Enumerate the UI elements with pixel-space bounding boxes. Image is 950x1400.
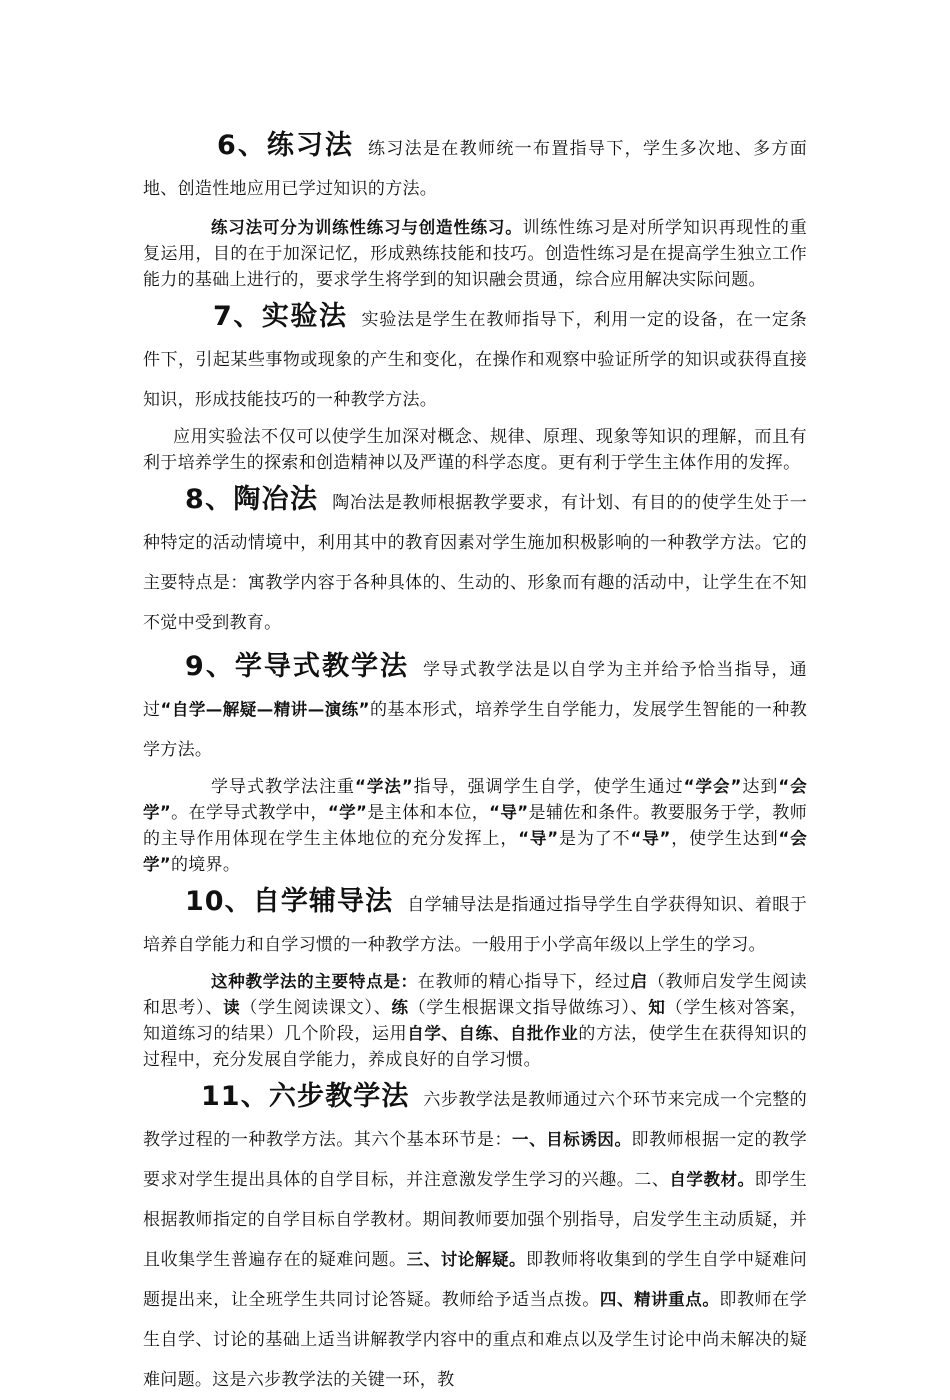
s10-b5: 知 (648, 998, 666, 1017)
s11-t2: 即教师根据一定的教学要求对学生提出具体的自学目标，并注意激发学生学习的兴趣。二、 (143, 1130, 807, 1190)
section-10-intro (143, 882, 807, 965)
section-7-para-text: 应用实验法不仅可以使学生加深对概念、规律、原理、现象等知识的理解，而且有利于培养学生的探索和创造精神以及严谨的科学态度。更有利于学生主体作用的发挥。 (143, 427, 807, 473)
section-9-text-a: 学导式教学法是以自学为主并给予恰当指导，通过 (143, 660, 807, 720)
s11-t1: 六步教学法是教师通过六个环节来完成一个完整的教学过程的一种教学方法。其六个基本环节是： (143, 1090, 807, 1150)
section-7-intro (143, 297, 807, 420)
section-6-intro (143, 126, 807, 209)
section-9-title: 9、学导式教学法 (185, 651, 410, 682)
s9-b3: “会学” (143, 777, 808, 822)
s10-t2: （教师启发学生阅读和思考）、 (143, 972, 807, 1018)
s9-t8: ，使学生达到 (670, 829, 779, 849)
s9-b4: “学” (327, 803, 368, 822)
section-7-para (143, 424, 807, 476)
s10-t4: （学生根据课文指导做练习）、 (408, 998, 649, 1018)
section-9-text-c: 的基本形式，培养学生自学能力，发展学生智能的一种教学方法。 (143, 700, 808, 760)
s9-b2: “学会” (683, 777, 742, 796)
s10-t5: （学生核对答案，知道练习的结果）几个阶段，运用 (143, 998, 807, 1044)
s11-t3: 即学生根据教师指定的自学目标自学教材。期间教师要加强个别指导，启发学生主动质疑，并且收集学生普遍存在的疑难问题。 (143, 1170, 808, 1270)
s11-b3: 三、讨论解疑。 (406, 1250, 527, 1269)
section-6-title: 6、练习法 (217, 130, 354, 161)
s10-t6: 的方法，使学生在获得知识的过程中，充分发展自学能力，养成良好的自学习惯。 (143, 1024, 808, 1070)
s10-t1: 在教师的精心指导下，经过 (417, 972, 631, 992)
document-page (143, 126, 807, 1400)
s9-b7: “导” (630, 829, 671, 848)
s11-t5: 即教师在学生自学、讨论的基础上适当讲解教学内容中的重点和难点以及学生讨论中尚未解决的疑难问题。这是六步教学法的关键一环，教 (143, 1290, 807, 1390)
s9-t2: 指导，强调学生自学，使学生通过 (412, 777, 684, 797)
section-10-text: 自学辅导法是指通过指导学生自学获得知识、着眼于培养自学能力和自学习惯的一种教学方法。一般用于小学高年级以上学生的学习。 (143, 895, 807, 955)
section-8-text: 陶冶法是教师根据教学要求，有计划、有目的的使学生处于一种特定的活动情境中，利用其中的教育因素对学生施加积极影响的一种教学方法。它的主要特点是：寓教学内容于各种具体的、生动的、形象而有趣的活动中，让学生在不知不觉中受到教育。 (143, 493, 807, 633)
section-7-title: 7、实验法 (213, 301, 348, 332)
s10-b3: 读 (223, 998, 241, 1017)
section-8-intro (143, 480, 807, 643)
s9-t9: 的境界。 (170, 855, 241, 875)
section-6-text: 练习法是在教师统一布置指导下，学生多次地、多方面地、创造性地应用已学过知识的方法。 (143, 139, 807, 199)
section-11-intro (143, 1077, 807, 1400)
section-7-text: 实验法是学生在教师指导下，利用一定的设备，在一定条件下，引起某些事物或现象的产生和变化，在操作和观察中验证所学的知识或获得直接知识，形成技能技巧的一种教学方法。 (143, 310, 807, 410)
s9-b1: “学法” (355, 777, 413, 796)
s9-t1: 学导式教学法注重 (211, 777, 355, 797)
s9-t5: 是主体和本位， (367, 803, 490, 823)
s9-t6: 是辅佐和条件。教要服务于学，教师的主导作用体现在学生主体地位的充分发挥上， (143, 803, 807, 849)
s9-b6: “导” (518, 829, 559, 848)
s10-b1: 这种教学法的主要特点是： (211, 972, 418, 991)
s9-t7: 是为了不 (558, 829, 631, 849)
section-9-intro (143, 647, 807, 770)
section-10-title: 10、自学辅导法 (185, 886, 394, 917)
section-6-bold: 练习法可分为训练性练习与创造性练习。 (211, 218, 523, 237)
section-8-title: 8、陶冶法 (185, 484, 319, 515)
section-9-bold-a: “自学—解疑—精讲—演练” (160, 700, 370, 719)
s10-b2: 启 (630, 972, 648, 991)
s9-t4: 。在学导式教学中， (171, 803, 328, 823)
s11-b1: 一、目标诱因。 (512, 1130, 632, 1149)
section-10-para (143, 969, 807, 1073)
s9-b5: “导” (489, 803, 529, 822)
s11-b2: 自学教材。 (669, 1170, 755, 1189)
s10-t3: （学生阅读课文）、 (240, 998, 392, 1018)
s10-b6: 自学、自练、自批作业 (407, 1024, 579, 1043)
s11-b4: 四、精讲重点。 (599, 1290, 720, 1309)
section-9-para (143, 774, 807, 878)
s10-b4: 练 (391, 998, 409, 1017)
s9-b8: “会学” (143, 829, 808, 874)
section-11-title: 11、六步教学法 (201, 1081, 410, 1112)
s11-t4: 即教师将收集到的学生自学中疑难问题提出来，让全班学生共同讨论答疑。教师给予适当点拨。 (143, 1250, 807, 1310)
section-6-para-text: 训练性练习是对所学知识再现性的重复运用，目的在于加深记忆，形成熟练技能和技巧。创造性练习是在提高学生独立工作能力的基础上进行的，要求学生将学到的知识融会贯通，综合应用解决实际问题。 (143, 218, 807, 290)
s9-t3: 达到 (741, 777, 779, 797)
section-6-para (143, 215, 807, 293)
